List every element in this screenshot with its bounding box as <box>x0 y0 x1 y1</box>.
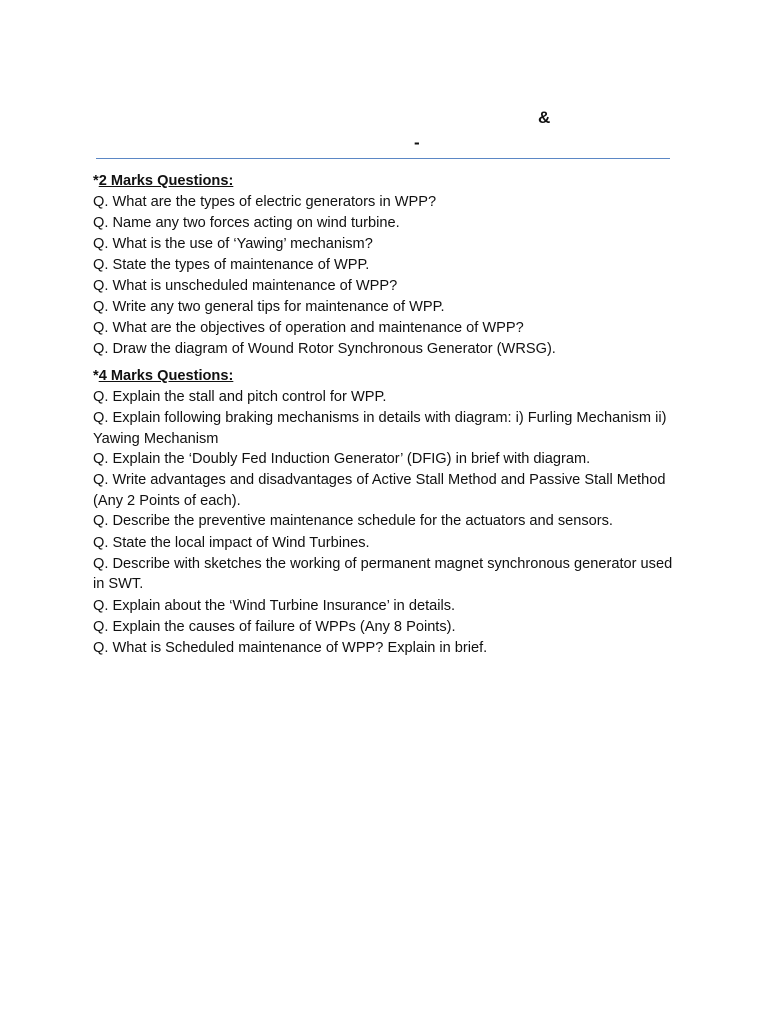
header-dash: - <box>414 133 420 152</box>
question-item: Q. Explain the causes of failure of WPPs (Any 8 Points). <box>93 618 456 635</box>
header-divider <box>96 158 670 159</box>
question-item: Q. Describe with sketches the working of permanent magnet synchronous generator used in SWT. <box>93 555 673 592</box>
header-ampersand: & <box>538 108 551 127</box>
section-star: * <box>93 173 99 189</box>
question-item: Q. Write advantages and disadvantages of Active Stall Method and Passive Stall Method (Any 2 Points of each). <box>93 472 666 509</box>
question-item: Q. What is Scheduled maintenance of WPP? Explain in brief. <box>93 639 488 656</box>
question-list-4-marks <box>93 387 673 659</box>
question-item: Q. State the types of maintenance of WPP. <box>93 257 370 273</box>
question-item: Q. Explain about the ‘Wind Turbine Insurance’ in details. <box>93 597 456 614</box>
question-item: Q. What is unscheduled maintenance of WPP? <box>93 278 398 294</box>
section-title-4-marks <box>93 366 673 386</box>
question-item: Q. What are the objectives of operation and maintenance of WPP? <box>93 320 524 336</box>
question-bank <box>93 171 673 659</box>
question-item: Q. What is the use of ‘Yawing’ mechanism? <box>93 236 373 252</box>
question-item: Q. Write any two general tips for maintenance of WPP. <box>93 299 445 315</box>
section-title-2-marks <box>93 171 673 191</box>
question-item: Q. What are the types of electric generators in WPP? <box>93 194 437 210</box>
section-star: * <box>93 368 99 384</box>
question-list-2-marks <box>93 192 673 360</box>
question-item: Q. Explain the ‘Doubly Fed Induction Generator’ (DFIG) in brief with diagram. <box>93 451 591 467</box>
question-item: Q. Draw the diagram of Wound Rotor Synchronous Generator (WRSG). <box>93 341 556 357</box>
section-label: 2 Marks Questions: <box>98 173 234 189</box>
question-item: Q. Explain the stall and pitch control for WPP. <box>93 389 387 405</box>
section-label: 4 Marks Questions: <box>98 368 234 384</box>
question-item: Q. Name any two forces acting on wind turbine. <box>93 215 400 231</box>
question-item: Q. State the local impact of Wind Turbines. <box>93 534 370 551</box>
question-item: Q. Explain following braking mechanisms in details with diagram: i) Furling Mechanism ii) Yawing Mechanism <box>93 410 667 447</box>
question-item: Q. Describe the preventive maintenance schedule for the actuators and sensors. <box>93 513 613 529</box>
